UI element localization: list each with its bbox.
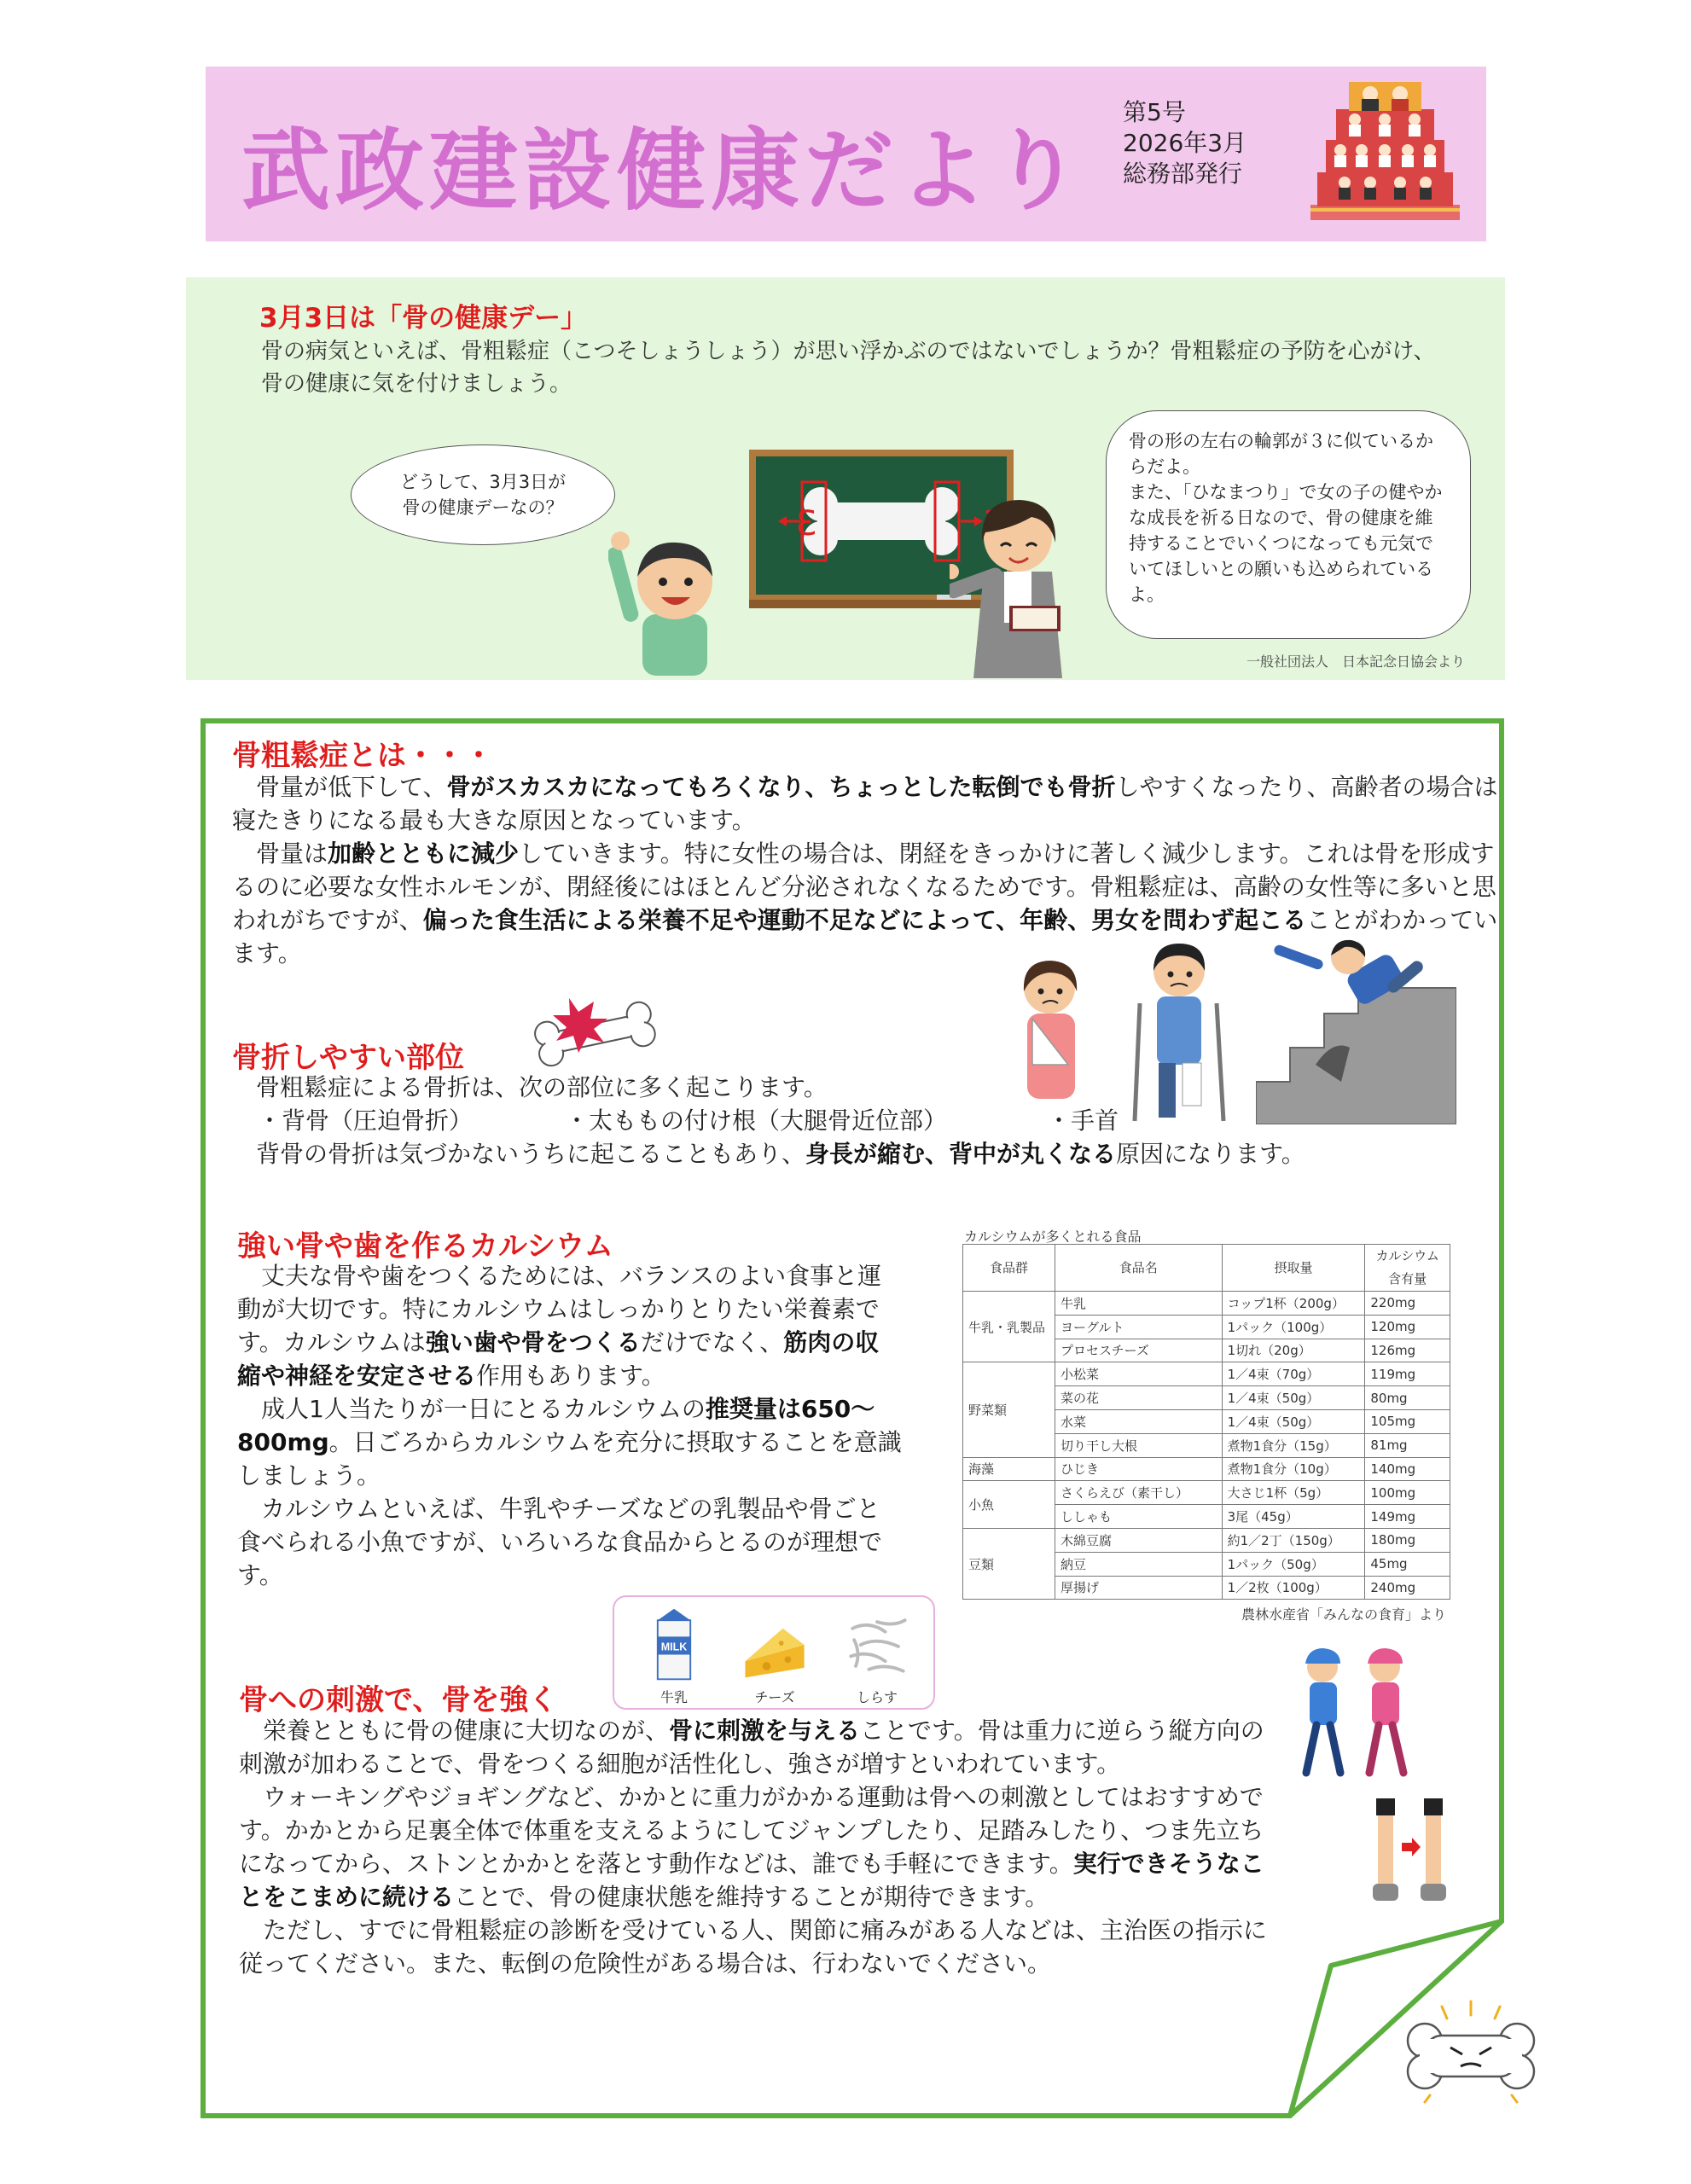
table-cell: 大さじ1杯（5g） (1222, 1481, 1365, 1505)
issue-number: 第5号 (1123, 98, 1186, 126)
table-header-cell: 食品群 (963, 1245, 1055, 1292)
table-cell: 1／4束（50g） (1222, 1386, 1365, 1410)
table-group-cell: 豆類 (963, 1528, 1055, 1599)
table-row (963, 1362, 1450, 1386)
table-header-cell: 摂取量 (1222, 1245, 1365, 1292)
food-label: しらす (856, 1689, 898, 1705)
text-run: だけでなく、 (640, 1328, 784, 1356)
text-run: 原因になります。 (1116, 1140, 1305, 1168)
text-run: 栄養とともに骨の健康に大切なのが、 (239, 1716, 670, 1745)
emphasis-text: 筋肉の収縮や神経を安定させる (237, 1328, 880, 1390)
table-cell: 木綿豆腐 (1055, 1528, 1222, 1552)
publisher: 総務部発行 (1123, 160, 1243, 188)
table-cell: 45mg (1365, 1552, 1450, 1576)
heel-drop-legs-illustration (1369, 1798, 1450, 1905)
table-cell: 100mg (1365, 1481, 1450, 1505)
milk-carton-icon (631, 1604, 717, 1686)
question-line: 骨の健康デーなの？ (402, 497, 564, 518)
table-cell: 牛乳 (1055, 1292, 1222, 1316)
table-cell: 1／2枚（100g） (1222, 1576, 1365, 1600)
table-cell: ひじき (1055, 1457, 1222, 1481)
table-row (963, 1528, 1450, 1552)
text-run: ことで、骨の健康状態を維持することが期待できます。 (454, 1883, 1049, 1911)
calcium-foods-box (613, 1595, 935, 1710)
text-run: 成人1人当たりが一日にとるカルシウムの (237, 1395, 706, 1423)
calcium-paragraph-3: カルシウムといえば、牛乳やチーズなどの乳製品や骨ごと食べられる小魚ですが、いろいろな食品からとるのが理想です。 (237, 1495, 883, 1589)
answer-line: また、「ひなまつり」で女の子の健やかな成長を祈る日なので、骨の健康を維持することでいくつになっても元気でいてほしいとの願いも込められているよ。 (1129, 482, 1443, 605)
table-cell: 80mg (1365, 1386, 1450, 1410)
calcium-paragraph-1 (237, 1259, 903, 1392)
emphasis-text: 推奨量は650〜800mg (237, 1395, 875, 1456)
cheese-item (732, 1604, 817, 1706)
emphasis-text: 強い歯や骨をつくる (425, 1328, 641, 1356)
table-cell: 105mg (1365, 1409, 1450, 1433)
text-run: 作用もあります。 (476, 1362, 665, 1390)
table-cell: 菜の花 (1055, 1386, 1222, 1410)
table-cell: 水菜 (1055, 1409, 1222, 1433)
food-label: 牛乳 (660, 1689, 688, 1705)
broken-bone-icon (522, 990, 667, 1075)
table-cell: さくらえび（素干し） (1055, 1481, 1222, 1505)
osteoporosis-paragraph-1 (232, 770, 1498, 837)
text-run: 丈夫な骨や歯をつくるためには、バランスのよい食事と運動が大切です。特にカルシウムはしっかりとりたい栄養素です。カルシウムは (237, 1262, 882, 1356)
board-digit-mirrored: 3 (795, 504, 817, 543)
table-group-cell: 海藻 (963, 1457, 1055, 1481)
bone-character-icon (1399, 1995, 1543, 2104)
emphasis-text: 加齢とともに減少 (328, 839, 520, 868)
table-cell: 240mg (1365, 1576, 1450, 1600)
fracture-site-wrist: ・手首 (1047, 1107, 1119, 1135)
table-row (963, 1457, 1450, 1481)
table-row (963, 1481, 1450, 1505)
shirasu-item (834, 1604, 920, 1706)
newsletter-title: 武政建設健康だより (241, 119, 1087, 223)
table-cell: 180mg (1365, 1528, 1450, 1552)
text-run: していきます。特に女性の場合は、閉経をきっかけに著しく減少します。これは骨を形成するのに必要な女性ホルモンが、閉経後にはほとんど分泌されなくなるためです。骨粗鬆症は、高齢の女性等に多いと思われがちですが、 (232, 839, 1496, 934)
fracture-note (232, 1137, 1498, 1170)
table-cell: 120mg (1365, 1315, 1450, 1339)
text-run: 。日ごろからカルシウムを充分に摂取することを意識しましょう。 (237, 1428, 902, 1490)
table-cell: 81mg (1365, 1433, 1450, 1457)
calcium-body (237, 1259, 903, 1592)
table-cell: 1切れ（20g） (1222, 1339, 1365, 1362)
emphasis-text: 骨がスカスカになってもろくなり、ちょっとした転倒でも骨折 (446, 773, 1116, 801)
table-cell: 1パック（100g） (1222, 1315, 1365, 1339)
fracture-heading: 骨折しやすい部位 (232, 1041, 464, 1075)
person-falling-stairs-illustration (1256, 937, 1456, 1124)
emphasis-text: 身長が縮む、背中が丸くなる (805, 1140, 1117, 1168)
text-run: ウォーキングやジョギングなど、かかとに重力がかかる運動は骨への刺激としてはおすすめです。かかとから足裏全体で体重を支えるようにしてジャンプしたり、足踏みしたり、つま先立ちになってから、ストンとかかとを落とす動作などは、誰でも手軽にできます。 (239, 1783, 1264, 1878)
calcium-paragraph-2 (237, 1392, 903, 1492)
fracture-intro: 骨粗鬆症による骨折は、次の部位に多く起こります。 (232, 1073, 828, 1101)
bone-day-body: 骨の病気といえば、骨粗鬆症（こつそしょうしょう）が思い浮かぶのではないでしょうか？骨粗鬆症の予防を心がけ、骨の健康に気を付けましょう。 (261, 339, 1436, 397)
calcium-foods-table (962, 1244, 1450, 1600)
table-cell: 119mg (1365, 1362, 1450, 1386)
table-cell: 厚揚げ (1055, 1576, 1222, 1600)
table-cell: 納豆 (1055, 1552, 1222, 1576)
table-cell: 3尾（45g） (1222, 1505, 1365, 1529)
text-run: 骨量は (232, 839, 328, 868)
table-cell: 1パック（50g） (1222, 1552, 1365, 1576)
stimulus-paragraph-3: ただし、すでに骨粗鬆症の診断を受けている人、関節に痛みがある人などは、主治医の指示に従ってください。また、転倒の危険性がある場合は、行わないでください。 (239, 1916, 1267, 1978)
bone-stimulus-body (239, 1714, 1273, 1980)
table-cell: ししゃも (1055, 1505, 1222, 1529)
bone-stimulus-heading: 骨への刺激で、骨を強く (239, 1683, 558, 1717)
table-cell: 煮物1食分（10g） (1222, 1457, 1365, 1481)
table-group-cell: 小魚 (963, 1481, 1055, 1529)
food-label: チーズ (754, 1689, 795, 1705)
table-row (963, 1292, 1450, 1316)
calcium-heading: 強い骨や歯を作るカルシウム (237, 1229, 613, 1263)
table-group-cell: 野菜類 (963, 1362, 1055, 1457)
shirasu-icon (834, 1604, 920, 1686)
calcium-table-source: 農林水産省「みんなの食育」より (1241, 1606, 1447, 1623)
fracture-site-spine: ・背骨（圧迫骨折） (258, 1107, 474, 1135)
bone-day-source: 一般社団法人 日本記念日協会より (1246, 653, 1466, 670)
table-group-cell: 牛乳・乳製品 (963, 1292, 1055, 1362)
table-header-cell: 食品名 (1055, 1245, 1222, 1292)
milk-carton-text: MILK (660, 1641, 688, 1653)
table-cell: 140mg (1365, 1457, 1450, 1481)
cheese-icon (732, 1604, 817, 1686)
emphasis-text: 実行できそうなことをこまめに続ける (239, 1850, 1264, 1911)
osteoporosis-heading: 骨粗鬆症とは・・・ (232, 739, 493, 773)
text-run: しやすくなったり、高齢者の場合は寝たきりになる最も大きな原因となっています。 (232, 773, 1498, 834)
text-run: ことがわかっています。 (232, 906, 1498, 967)
table-cell: 220mg (1365, 1292, 1450, 1316)
question-line: どうして、3月3日が (399, 472, 567, 492)
table-cell: 126mg (1365, 1339, 1450, 1362)
table-cell: 小松菜 (1055, 1362, 1222, 1386)
issue-date: 2026年3月 (1123, 129, 1247, 157)
answer-line: 骨の形の左右の輪郭が３に似ているからだよ。 (1129, 431, 1433, 477)
table-cell: 1／4束（50g） (1222, 1409, 1365, 1433)
text-run: 骨量が低下して、 (232, 773, 447, 801)
table-header-cell: カルシウム含有量 (1365, 1245, 1450, 1292)
table-cell: 煮物1食分（15g） (1222, 1433, 1365, 1457)
stimulus-paragraph-2 (239, 1780, 1273, 1914)
table-cell: プロセスチーズ (1055, 1339, 1222, 1362)
emphasis-text: 偏った食生活による栄養不足や運動不足などによって、年齢、男女を問わず起こる (422, 906, 1307, 934)
table-cell: 約1／2丁（150g） (1222, 1528, 1365, 1552)
calcium-table-title: カルシウムが多くとれる食品 (964, 1228, 1142, 1245)
walking-couple-illustration (1284, 1645, 1425, 1780)
table-cell: ヨーグルト (1055, 1315, 1222, 1339)
table-cell: 切り干し大根 (1055, 1433, 1222, 1457)
table-header-row (963, 1245, 1450, 1292)
stimulus-paragraph-1 (239, 1714, 1273, 1780)
milk-item (631, 1604, 717, 1706)
text-run: 背骨の骨折は気づかないうちに起こることもあり、 (232, 1140, 806, 1168)
table-cell: 1／4束（70g） (1222, 1362, 1365, 1386)
fracture-site-hip: ・太ももの付け根（大腿骨近位部） (565, 1107, 948, 1135)
emphasis-text: 骨に刺激を与える (669, 1716, 861, 1745)
bone-day-heading: 3月3日は「骨の健康デー」 (259, 303, 588, 334)
man-with-crutches-illustration (1124, 937, 1234, 1123)
girl-arm-sling-illustration (1007, 954, 1092, 1103)
text-run: ことです。骨は重力に逆らう縦方向の刺激が加わることで、骨をつくる細胞が活性化し、強さが増すといわれています。 (239, 1716, 1264, 1778)
table-cell: コップ1杯（200g） (1222, 1292, 1365, 1316)
table-cell: 149mg (1365, 1505, 1450, 1529)
